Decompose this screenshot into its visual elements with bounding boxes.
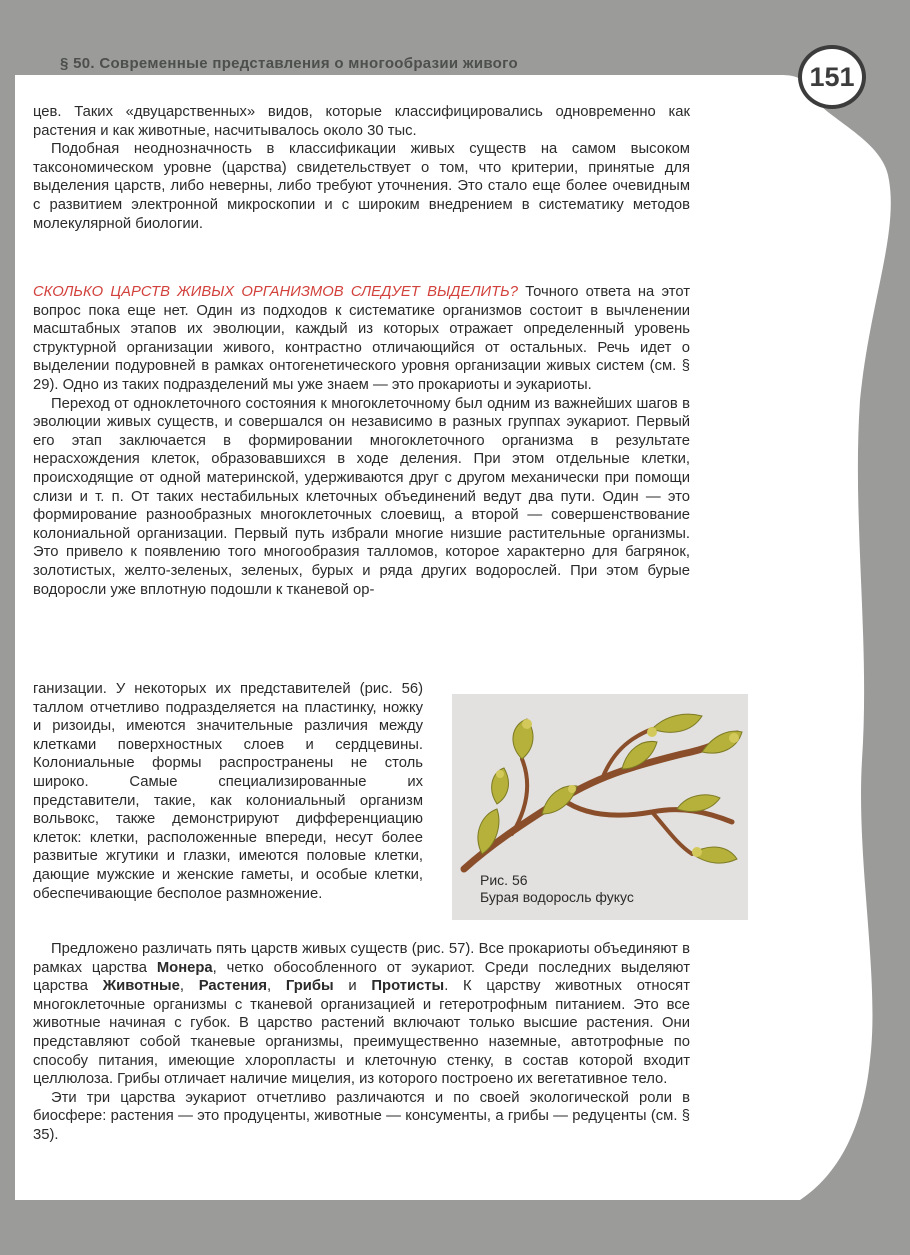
- paragraph-3: [33, 283, 690, 395]
- kingdom-monera: Монера: [156, 959, 213, 976]
- kingdoms-block: [33, 940, 690, 1145]
- figure-caption: [480, 872, 634, 906]
- narrow-block: [33, 680, 423, 903]
- paragraph-1: цев. Таких «двуцарственных» видов, которые классифицировались одновременно как растения и как животные, насчитывалось около 30 тыс.: [33, 104, 690, 139]
- figure-caption-text: Бурая водоросль фукус: [480, 889, 634, 905]
- p5-part-f: . К царству животных относят многоклеточные организмы с тканевой организацией и гетеротрофным питанием. Это все животные начиная с губок. В царство растений включают только высшие растения. Они представляют собой тканевые организмы, преимущественно наземные, автотрофные по способу питания, имеющие хлоропласты и клеточную стенку, в состав которой входит целлюлоза. Грибы отличает наличие мицелия, из которого построено их вегетативное тело.: [33, 978, 690, 1088]
- figure-fucus: [452, 694, 748, 920]
- section-heading-kingdoms: СКОЛЬКО ЦАРСТВ ЖИВЫХ ОРГАНИЗМОВ СЛЕДУЕТ ВЫДЕЛИТЬ?: [33, 284, 518, 300]
- paragraph-4: Переход от одноклеточного состояния к многоклеточному был одним из важнейших шагов в эволюции живых существ, и совершался он независимо в разных группах эукариот. Первый его этап заключается в формировании многоклеточного организма в результате нерасхождения клеток, образовавшихся в ходе деления. При этом отдельные клетки, происходящие от одной материнской, удерживаются друг с другом механически при помощи слизи и т. п. От таких нестабильных клеточных объединений ведут два пути. Один — это формирование разнообразных многоклеточных слоевищ, а второй — совершенствование колониальной организации. Первый путь избрали многие низшие растительные организмы. Это привело к появлению того многообразия талломов, которое характерно для багрянок, золотистых, желто-зеленых, зеленых, бурых и ряда других водорослей. При этом бурые водоросли уже вплотную подошли к тканевой ор-: [33, 395, 690, 598]
- intro-block: [33, 103, 690, 233]
- main-block: [33, 283, 690, 599]
- kingdom-animals: Животные: [102, 978, 180, 995]
- kingdom-protists: Протисты: [371, 978, 445, 995]
- kingdom-fungi: Грибы: [285, 978, 334, 995]
- p5-part-e: и: [333, 978, 372, 995]
- p5-part-b: , четко обособленного от эукариот. Среди последних выделяют царства: [33, 959, 690, 995]
- section-header-title: § 50. Современные представления о многообразии живого: [60, 55, 518, 72]
- p5-part-c: ,: [179, 978, 199, 995]
- paragraph-2: Подобная неоднозначность в классификации живых существ на самом высоком таксономическом уровне (царства) свидетельствует о том, что критерии, принятые для выделения царств, либо неверны, либо требуют уточнения. Это стало еще более очевидным с развитием электронной микроскопии и с широким внедрением в систематику методов молекулярной биологии.: [33, 141, 690, 232]
- kingdom-plants: Растения: [198, 978, 268, 995]
- p5-part-d: ,: [267, 978, 286, 995]
- figure-caption-number: Рис. 56: [480, 872, 528, 888]
- paragraph-4-continued: ганизации. У некоторых их представителей (рис. 56) таллом отчетливо подразделяется на пластинку, ножку и ризоиды, имеются значительные различия между клетками поверхностных слоев и сердцевины. Колониальные формы распространены не столь широко. Самые специализированные их представители, такие, как колониальный организм вольвокс, также демонстрируют дифференциацию клеток: клетки, расположенные впереди, несут более развитые жгутики и глазки, имеются половые клетки, дающие мужские и женские гаметы, и особые клетки, обеспечивающие бесполое размножение.: [33, 681, 423, 902]
- paragraph-5: [33, 940, 690, 1089]
- p5-part-a: Предложено различать пять царств живых существ (рис. 57). Все прокариоты объединяют в рамках царства: [33, 941, 690, 976]
- paragraph-6: Эти три царства эукариот отчетливо различаются и по своей экологической роли в биосфере: растения — это продуценты, животные — консументы, а грибы — редуценты (см. § 35).: [33, 1089, 690, 1143]
- page-number-badge: [798, 45, 866, 109]
- page-number: 151: [809, 61, 855, 92]
- paragraph-3-text: Точного ответа на этот вопрос пока еще нет. Один из подходов к систематике организмов состоит в вычленении масштабных этапов их эволюции, каждый из которых отражает определенный уровень структурной организации живого, контрастно отличающийся от остальных. Речь идет о выделении подуровней в рамках онтогенетического уровня организации живых систем (см. § 29). Одно из таких подразделений мы уже знаем — это прокариоты и эукариоты.: [33, 284, 690, 393]
